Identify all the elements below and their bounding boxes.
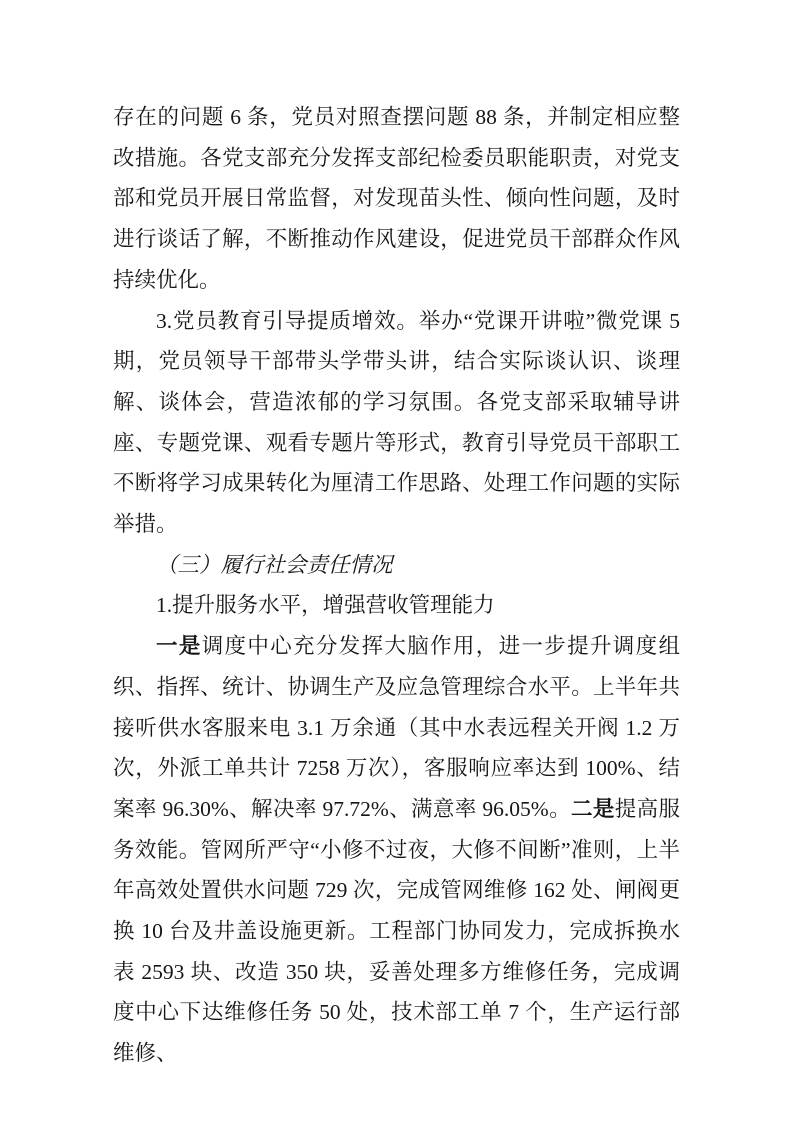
- text-run-bold: 二是: [570, 796, 615, 821]
- text-run: 3.党员教育引导提质增效。举办“党课开讲啦”微党课 5 期，党员领导干部带头学带头讲，结合实际谈认识、谈理解、谈体会，营造浓郁的学习氛围。各党支部采取辅导讲座、专题党课、观看专题片等形式，教育引导党员干部职工不断将学习成果转化为厘清工作思路、处理工作问题的实际举措。: [113, 308, 680, 537]
- subheading-service-level: [113, 585, 680, 626]
- paragraph-service-details: [113, 626, 680, 1074]
- heading-text: （三）履行社会责任情况: [156, 552, 393, 577]
- text-run-bold: 一是: [156, 634, 202, 659]
- text-run: 调度中心充分发挥大脑作用，进一步提升调度组织、指挥、统计、协调生产及应急管理综合水平。上半年共接听供水客服来电 3.1 万余通（其中水表远程关开阀 1.2 万次，外派工单共计 7258 万次），客服响应率达到 100%、结案率 96.30%、解决率 97.72%、满意率 96.05%。: [113, 634, 680, 821]
- text-run: 存在的问题 6 条，党员对照查摆问题 88 条，并制定相应整改措施。各党支部充分发挥支部纪检委员职能职责，对党支部和党员开展日常监督，对发现苗头性、倾向性问题，及时进行谈话了解，不断推动作风建设，促进党员干部群众作风持续优化。: [113, 105, 680, 292]
- text-run: 提高服务效能。管网所严守“小修不过夜，大修不间断”准则，上半年高效处置供水问题 729 次，完成管网维修 162 处、闸阀更换 10 台及井盖设施更新。工程部门协同发力，完成拆换水表 2593 块、改造 350 块，妥善处理多方维修任务，完成调度中心下达维修任务 50 处，技术部工单 7 个，生产运行部维修、: [113, 796, 680, 1066]
- text-block: [113, 97, 680, 1074]
- heading-social-responsibility: [113, 545, 680, 586]
- paragraph-party-education: [113, 301, 680, 545]
- paragraph-discipline-supervision: [113, 97, 680, 301]
- subheading-text: 1.提升服务水平，增强营收管理能力: [156, 593, 495, 618]
